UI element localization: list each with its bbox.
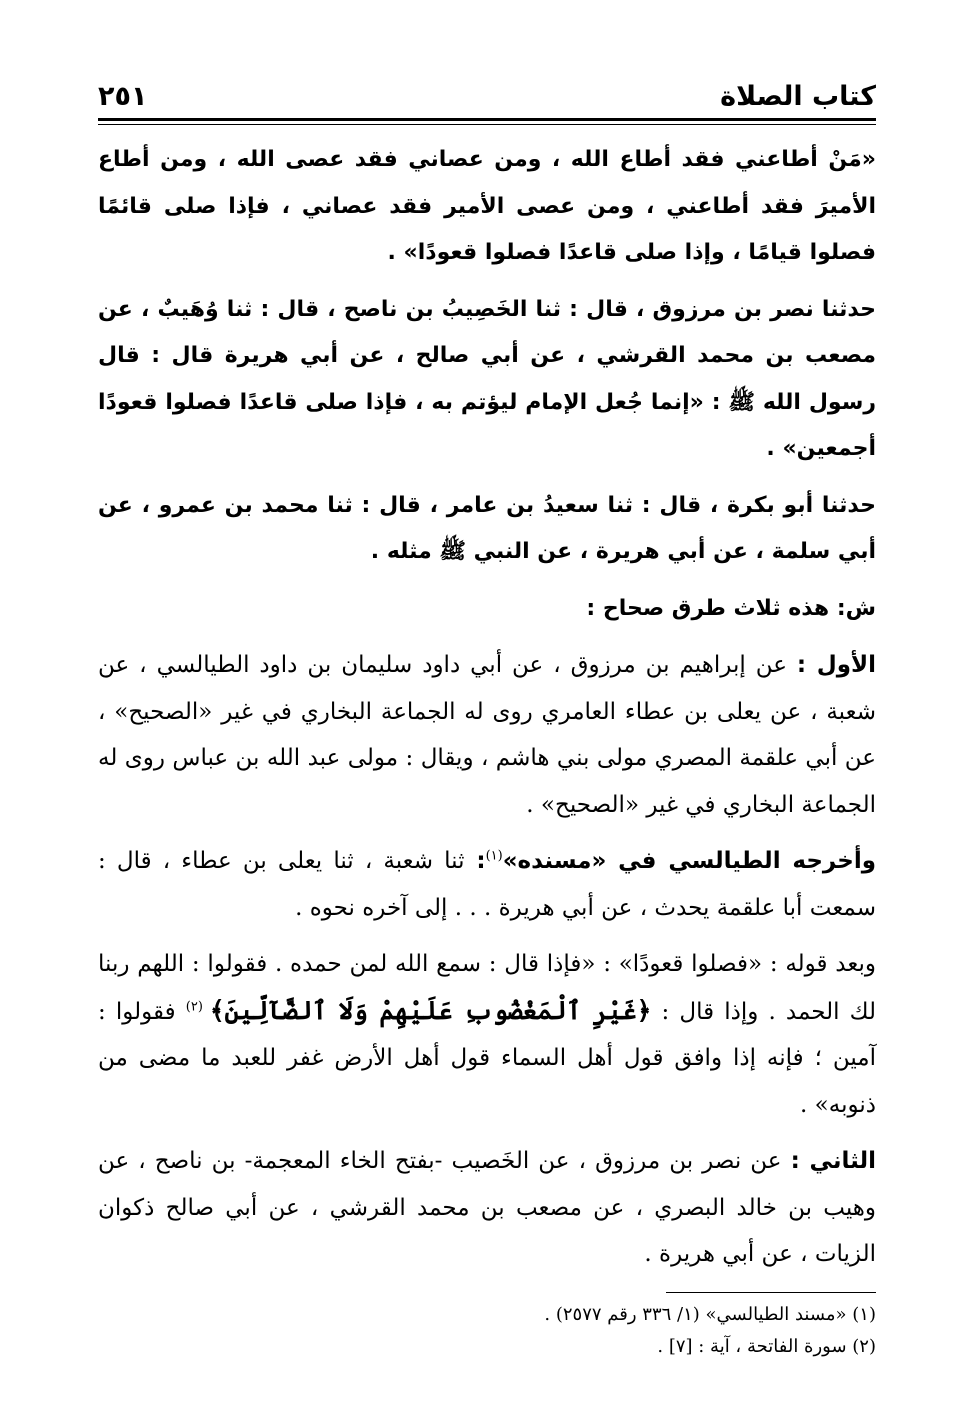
- hadith-text: حدثنا نصر بن مرزوق ، قال : ثنا الخَصِيبُ بن ناصح ، قال : ثنا وُهَيبٌ ، عن مصعب بن محمد القرشي ، عن أبي صالح ، عن أبي هريرة قال : قال رسول الله ﷺ : «إنما جُعل الإمام ليؤتم به ، فإذا صلى قاعدًا فصلوا قعودًا أجمعين» .: [98, 296, 876, 461]
- source-label: وأخرجه الطيالسي في «مسنده»: [502, 848, 876, 874]
- route-label: الثاني :: [790, 1148, 877, 1174]
- paragraph-hadith-1: [98, 137, 876, 277]
- hadith-text: حدثنا أبو بكرة ، قال : ثنا سعيدُ بن عامر ، قال : ثنا محمد بن عمرو ، عن أبي سلمة ، عن أبي هريرة ، عن النبي ﷺ مثله .: [98, 492, 876, 564]
- page-number: ٢٥١: [98, 81, 148, 112]
- page: [98, 66, 876, 1363]
- body-text: [98, 137, 876, 1278]
- paragraph-first-route: [98, 642, 876, 828]
- paragraph-isnad-1: [98, 287, 876, 473]
- paragraph-commentary-heading: [98, 586, 876, 633]
- paragraph-isnad-2: [98, 483, 876, 576]
- route-text: عن إبراهيم بن مرزوق ، عن أبي داود سليمان بن داود الطيالسي ، عن شعبة ، عن يعلى بن عطاء العامري روى له الجماعة البخاري في غير «الصحيح» ، عن أبي علقمة المصري مولى بني هاشم ، ويقال : مولى عبد الله بن عباس روى له الجماعة البخاري في غير «الصحيح» .: [98, 652, 876, 818]
- source-text: ثنا شعبة ، ثنا يعلى بن عطاء ، قال : سمعت أبا علقمة يحدث ، عن أبي هريرة . . . إلى آخره نحوه .: [98, 848, 876, 921]
- footnote-2: (٢) سورة الفاتحة ، آية : [٧] .: [657, 1335, 876, 1357]
- route-label: الأول :: [796, 652, 877, 678]
- route-text: عن نصر بن مرزوق ، عن الخَصيب -بفتح الخاء المعجمة- بن ناصح ، عن وهيب بن خالد البصري ، عن مصعب بن محمد القرشي ، عن أبي صالح ذكوان الزيات ، عن أبي هريرة .: [98, 1148, 876, 1267]
- footnote-ref-2: (٢): [185, 998, 210, 1014]
- paragraph-second-route: [98, 1138, 876, 1278]
- header-rule-thick: [98, 118, 876, 121]
- footnote-1: (١) «مسند الطيالسي» (١/ ٣٣٦ رقم ٢٥٧٧) .: [544, 1303, 876, 1325]
- paragraph-tayalisi: [98, 838, 876, 931]
- footnote-separator: [666, 1292, 876, 1293]
- quran-verse: ﴿غَيْرِ ٱلْمَغْضُوبِ عَلَيْهِمْ وَلَا ٱلضَّآلِّينَ﴾: [209, 995, 652, 1025]
- hadith-text: «مَنْ أطاعني فقد أطاع الله ، ومن عصاني فقد عصى الله ، ومن أطاع الأميرَ فقد أطاعني ، ومن عصى الأمير فقد عصاني ، فإذا صلى قائمًا فصلوا قيامًا ، وإذا صلى قاعدًا فصلوا قعودًا» .: [98, 147, 876, 265]
- running-header: [98, 66, 876, 112]
- text-part: وبعد قوله : «فصلوا قعودًا» : «فإذا قال : سمع الله لمن حمده . فقولوا : اللهم ربنا لك الحمد . وإذا قال :: [98, 951, 876, 1025]
- heading-text: ش: هذه ثلاث طرق صحاح :: [586, 595, 876, 621]
- footnote-ref-1: (١): [485, 848, 503, 864]
- header-rule-thin: [98, 124, 876, 125]
- paragraph-amin: [98, 941, 876, 1128]
- text-part: فقولوا : آمين ؛ فإنه إذا وافق قول أهل السماء قول أهل الأرض غفر للعبد ما مضى من ذنوبه» .: [98, 998, 876, 1118]
- colon: :: [464, 848, 486, 874]
- chapter-title: كتاب الصلاة: [720, 81, 876, 112]
